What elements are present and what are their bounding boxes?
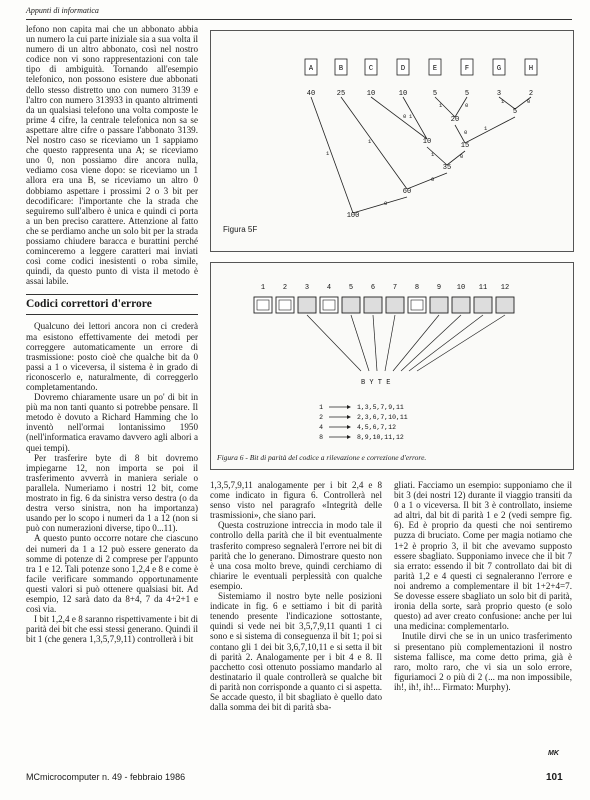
leaf-label: C xyxy=(368,65,374,73)
leaf-weight: 10 xyxy=(398,90,408,98)
leaf-weight: 40 xyxy=(306,90,316,98)
figure-5f xyxy=(210,30,574,252)
right-column xyxy=(394,480,572,692)
tree-edge xyxy=(311,97,353,213)
tree-node-value: 100 xyxy=(346,212,360,220)
data-bit-box xyxy=(386,297,404,313)
data-bit-box xyxy=(496,297,514,313)
bit-position-number: 2 xyxy=(282,284,288,292)
figure-5f-label: Figura 5F xyxy=(223,225,258,234)
byte-connector-line xyxy=(417,315,505,371)
leaf-label: E xyxy=(432,65,438,73)
parity-table-bits: 4,5,6,7,12 xyxy=(357,424,397,431)
tree-edge xyxy=(371,97,427,139)
leaf-weight: 2 xyxy=(528,90,534,98)
left-column xyxy=(26,24,198,644)
hamming-parity-diagram xyxy=(211,263,573,469)
tree-node-value: 60 xyxy=(402,188,412,196)
paragraph: 1,3,5,7,9,11 analogamente per i bit 2,4 e 8 come indicato in figura 6. Controllerà nel senso visto nel paragrafo «Integrità delle trasmissioni», che siano pari. xyxy=(210,480,382,521)
byte-connector-line xyxy=(307,315,361,371)
bit-position-number: 3 xyxy=(304,284,310,292)
leaf-label: A xyxy=(308,65,314,73)
parity-table-bits: 8,9,10,11,12 xyxy=(357,434,404,441)
page-number: 101 xyxy=(546,772,563,783)
paragraph: Per trasferire byte di 8 bit dovremo impiegarne 12, non importa se poi il trasferimento avverrà in maniera seriale o parallela. Numeriamo i nostri 12 bit, come mostrato in fig. 6 da sinistra verso destra (o da destra verso sinistra, non ha importanza) usando per lo scopo i numeri da 1 a 12 (non si può con numerazioni diverse, tipo 0...11). xyxy=(26,452,198,534)
parity-table-bit: 8 xyxy=(319,434,323,441)
parity-table-arrowhead xyxy=(347,425,351,429)
branch-bit: 1 xyxy=(326,150,330,157)
paragraph: A questo punto occorre notare che ciascuno dei numeri da 1 a 12 può essere generato da somme di potenze di 2 comprese per l'appunto tra 1 e 12. Tali potenze sono 1,2,4 e 8 e come è facile verificare sommando opportunamente questi valori si può ottenere qualsiasi bit. Ad esempio, 12 sarà dato da 8+4, 7 da 4+2+1 e così via. xyxy=(26,533,198,615)
parity-table-arrowhead xyxy=(347,415,351,419)
tree-edge xyxy=(427,147,447,165)
tree-node-value: 10 xyxy=(422,138,432,146)
data-bit-box xyxy=(452,297,470,313)
byte-connector-line xyxy=(401,315,461,371)
branch-bit: 0 xyxy=(527,98,531,105)
paragraph: Questa costruzione intreccia in modo tale il controllo della parità che il bit eventualmente trasferito compreso segnalerà l'errore nei bit di parità che lo generano. Dimostrare questo non è una cosa molto breve, quindi cerchiamo di chiarire le eventuali perplessità con qualche esempio. xyxy=(210,520,382,591)
leaf-label: F xyxy=(464,65,470,73)
branch-bit: 0 xyxy=(431,176,435,183)
paragraph: lefono non capita mai che un abbonato abbia un numero la cui parte iniziale sia a sua volta il numero di un altro abbonato, così nel nostro codice non vi sono rappresentazioni con tale tipo di ambiguità. Tornando all'esempio telefonico, non possono esistere due abbonati dello stesso distretto uno con numero 3139 e l'altro con numero 313933 in quanto altrimenti da un qualsiasi telefono una volta composte le prime 4 cifre, la centrale telefonica non sa se aspettare altre cifre o passare l'abbonato 3139. Nel nostro caso se riceviamo un 1 sappiamo che questo rappresenta una A; se riceviamo uno 0, non possiamo dire ancora nulla, vediamo cosa viene dopo: se riceviamo un 1 allora era una B, se riceviamo un altro 0 dobbiamo aspettare i prossimi 2 o 3 bit per decodificare: l'importante che la strada che seguiremo sull'albero è unica e quindi ci porta a un ben preciso carattere. Attenzione al fatto che se perdiamo anche un solo bit per la strada possiamo chiudere baracca e burattini perché cominceremo a leggere caratteri mai inviati così come codici inesistenti o roba simile, quindi, da questo punto di vista il metodo è assai labile. xyxy=(26,24,198,287)
middle-column xyxy=(210,480,382,712)
footer-magazine: MCmicrocomputer n. 49 - febbraio 1986 xyxy=(26,772,186,782)
tree-edge xyxy=(407,173,447,189)
paragraph: I bit 1,2,4 e 8 saranno rispettivamente i bit di parità dei bit che essi stessi generano. Quindi il bit 1 (che genera 1,3,5,7,9,11) controllerà i bit xyxy=(26,614,198,645)
bit-position-number: 1 xyxy=(260,284,266,292)
tree-edge xyxy=(403,97,427,139)
header-rule xyxy=(26,19,572,20)
leaf-weight: 5 xyxy=(432,90,438,98)
bit-position-number: 9 xyxy=(436,284,442,292)
author-signature: MK xyxy=(548,750,559,757)
bit-position-number: 12 xyxy=(500,284,510,292)
leaf-weight: 5 xyxy=(464,90,470,98)
leaf-weight: 3 xyxy=(496,90,502,98)
branch-bit: 0 xyxy=(460,153,464,160)
branch-bit: 0 xyxy=(403,113,407,120)
paragraph: Sistemiamo il nostro byte nelle posizioni indicate in fig. 6 e settiamo i bit di parità tenendo presente l'indicazione sottostante, quindi si vede nei bit 3,5,7,9,11 quanti 1 ci sono e si sistema di conseguenza il bit 1; poi si contano gli 1 dei bit 3,6,7,10,11 e si setta il bit di parità 2. Analogamente per i bit 4 e 8. Il pacchetto così ottenuto possiamo mandarlo al destinatario il quale controllerà se qualche bit di parità non corrisponde a quanto ci si aspetta. Se accade questo, il bit sbagliato è quello dato dalla somma dei bit di parità sba- xyxy=(210,591,382,713)
huffman-tree-diagram xyxy=(211,31,573,251)
running-header: Appunti di informatica xyxy=(26,6,99,15)
leaf-label: B xyxy=(338,65,344,73)
parity-table-arrowhead xyxy=(347,435,351,439)
branch-bit: 1 xyxy=(501,98,505,105)
parity-table-bits: 1,3,5,7,9,11 xyxy=(357,404,404,411)
figure-6-caption: Figura 6 - Bit di parità del codice a rilevazione e correzione d'errore. xyxy=(217,453,427,462)
byte-connector-line xyxy=(373,315,377,371)
tree-node-value: 35 xyxy=(442,164,452,172)
parity-table-bit: 1 xyxy=(319,404,323,411)
bit-position-number: 7 xyxy=(392,284,398,292)
bit-position-number: 10 xyxy=(456,284,466,292)
branch-bit: 0 xyxy=(465,102,469,109)
leaf-weight: 10 xyxy=(366,90,376,98)
paragraph: Dovremo chiaramente usare un po' di bit in più ma non tanti quanto si potrebbe pensare. Il metodo è dovuto a Richard Hamming che lo inventò nell'ormai lontanissimo 1950 (nell'informatica eravamo davvero agli albori a quei tempi). xyxy=(26,392,198,453)
bit-position-number: 4 xyxy=(326,284,332,292)
leaf-label: H xyxy=(528,65,534,73)
parity-table-bit: 2 xyxy=(319,414,323,421)
byte-label: B Y T E xyxy=(361,379,391,387)
bit-position-number: 11 xyxy=(478,284,488,292)
tree-edge xyxy=(435,97,455,117)
bit-position-number: 5 xyxy=(348,284,354,292)
branch-bit: 0 xyxy=(384,200,388,207)
tree-node-value: 5 xyxy=(512,108,518,116)
byte-connector-line xyxy=(351,315,369,371)
data-bit-box xyxy=(474,297,492,313)
byte-connector-line xyxy=(393,315,439,371)
data-bit-box xyxy=(298,297,316,313)
branch-bit: 0 xyxy=(464,129,468,136)
tree-edge xyxy=(465,117,515,143)
byte-connector-line xyxy=(409,315,483,371)
branch-bit: 1 xyxy=(431,151,435,158)
bit-position-number: 8 xyxy=(414,284,420,292)
data-bit-box xyxy=(430,297,448,313)
paragraph: Qualcuno dei lettori ancora non ci crederà ma esistono effettivamente dei metodi per correggere automaticamente un errore di trasmissione: posto cioè che qualche bit da 0 passi a 1 o viceversa, il sistema è in grado di riconoscerlo e, naturalmente, di correggerlo completamentando. xyxy=(26,321,198,392)
tree-node-value: 15 xyxy=(460,142,470,150)
leaf-weight: 25 xyxy=(336,90,346,98)
parity-table-arrowhead xyxy=(347,405,351,409)
parity-table-bits: 2,3,6,7,10,11 xyxy=(357,414,408,421)
paragraph: Inutile dirvi che se in un unico trasferimento si presentano più complementazioni il nostro sistema fallisce, ma come detto prima, già è raro, molto raro, che vi sia un solo errore, figuriamoci 2 o più di 2 (... ma non impossibile, ih!, ih!, ih!... Firmato: Murphy). xyxy=(394,631,572,692)
data-bit-box xyxy=(342,297,360,313)
data-bit-box xyxy=(364,297,382,313)
branch-bit: 1 xyxy=(409,113,413,120)
paragraph: gliati. Facciamo un esempio: supponiamo che il bit 3 (dei nostri 12) durante il viaggio transiti da 0 a 1 o viceversa. Il bit 3 è controllato, insieme ad altri, dal bit di parità 1 e 2 (vedi sempre fig. 6). Ed è proprio da questi che noi sentiremo puzza di bruciato. Come per magia notiamo che 1+2 è proprio 3, il bit che avevamo supposto essere sbagliato. Supponiamo invece che il bit 7 sia errato: essendo il bit 7 controllato dai bit di parità 1,2 e 4 questi ci segnaleranno l'errore e noi andremo a complementare il bit 1+2+4=7. Se dovesse essere sbagliato un solo bit di parità, ironia della sorte, sarà proprio questo (e solo questo) ad aver creato confusione: anche per lui una medicina: complementarlo. xyxy=(394,480,572,632)
tree-node-value: 20 xyxy=(450,116,460,124)
figure-6 xyxy=(210,262,574,470)
leaf-label: G xyxy=(496,65,502,73)
section-title: Codici correttori d'errore xyxy=(26,294,198,315)
tree-edge xyxy=(341,97,407,189)
tree-edge xyxy=(353,197,407,213)
branch-bit: 1 xyxy=(484,125,488,132)
leaf-label: D xyxy=(400,65,406,73)
branch-bit: 1 xyxy=(368,138,372,145)
branch-bit: 1 xyxy=(439,102,443,109)
bit-position-number: 6 xyxy=(370,284,376,292)
byte-connector-line xyxy=(385,315,395,371)
parity-table-bit: 4 xyxy=(319,424,323,431)
